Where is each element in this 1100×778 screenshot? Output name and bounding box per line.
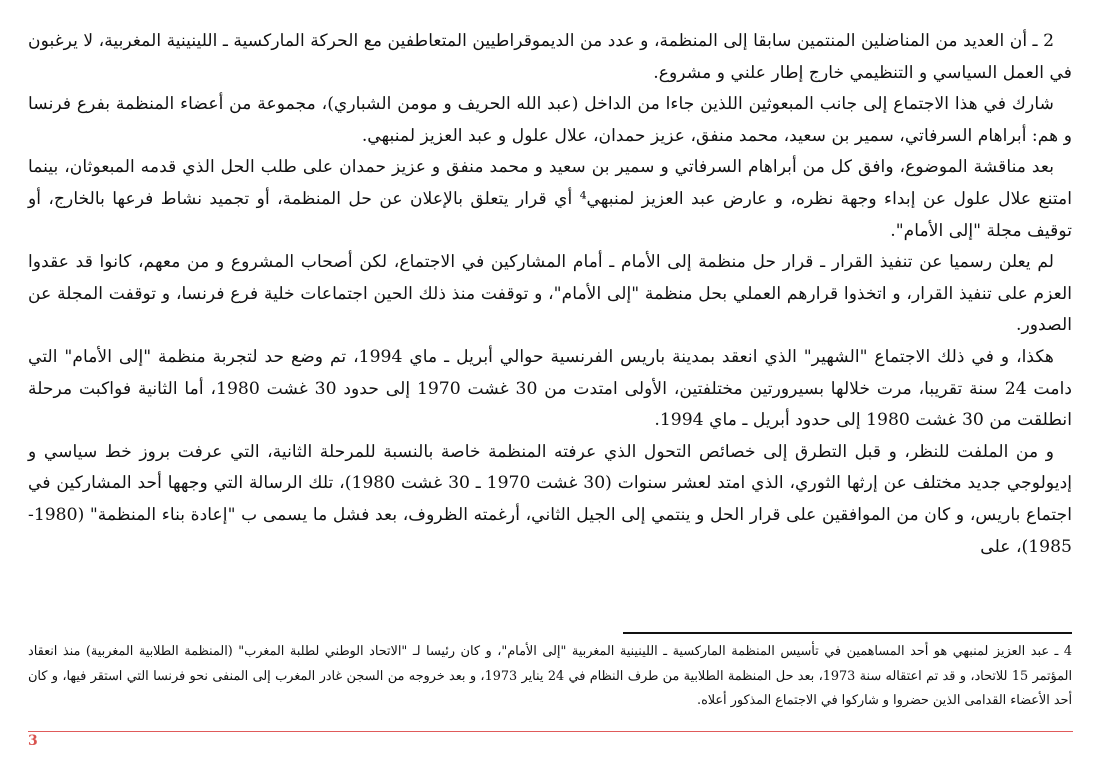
body-text	[28, 26, 1072, 563]
page-number: 3	[28, 733, 38, 749]
paragraph-5: هكذا، و في ذلك الاجتماع "الشهير" الذي انعقد بمدينة باريس الفرنسية حوالي أبريل ـ ماي 1994، تم وضع حد لتجربة منظمة "إلى الأمام" التي دامت 24 سنة تقريبا، مرت خلالها بسيرورتين مختلفتين، الأولى امتدت من 30 غشت 1970 إلى حدود 30 غشت 1980، أما الثانية فواكبت مرحلة انطلقت من 30 غشت 1980 إلى حدود أبريل ـ ماي 1994.	[28, 346, 1072, 431]
paragraph-3: بعد مناقشة الموضوع، وافق كل من أبراهام السرفاتي و سمير بن سعيد و محمد منفق و عزيز حمدان على طلب الحل الذي قدمه المبعوثان، بينما امتنع علال علول عن إبداء وجهة نظره، و عارض عبد العزيز لمنبهي⁴ أي قرار يتعلق بالإعلان عن حل المنظمة، أو تجميد نشاط فرعها بالخارج، أو توقيف مجلة "إلى الأمام".	[28, 157, 1072, 241]
paragraph-4: لم يعلن رسميا عن تنفيذ القرار ـ قرار حل منظمة إلى الأمام ـ أمام المشاركين في الاجتماع، لكن أصحاب المشروع و من معهم، كانوا قد عقدوا العزم على تنفيذ القرار، و اتخذوا قرارهم العملي بحل منظمة "إلى الأمام"، و توقفت منذ ذلك الحين اجتماعات خلية فرع فرنسا، و توقفت المجلة عن الصدور.	[28, 252, 1072, 336]
footnotes	[28, 640, 1072, 714]
page-bottom-rule	[28, 731, 1073, 732]
paragraph-6: و من الملفت للنظر، و قبل التطرق إلى خصائص التحول الذي عرفته المنظمة خاصة بالنسبة للمرحلة الثانية، التي عرفت بروز خط سياسي و إديولوجي جديد مختلف عن إرثها الثوري، الذي امتد لعشر سنوات (30 غشت 1970 ـ 30 غشت 1980)، تلك الرسالة التي وجهها أحد المشاركين في اجتماع باريس، و كان من الموافقين على قرار الحل و ينتمي إلى الجيل الثاني، أرغمته الظروف، بعد فشل ما يسمى ب "إعادة بناء المنظمة" (1980-1985)، على	[28, 441, 1072, 557]
paragraph-1: 2 ـ أن العديد من المناضلين المنتمين سابقا إلى المنظمة، و عدد من الديموقراطيين المتعاطفين مع الحركة الماركسية ـ اللينينية المغربية، لا يرغبون في العمل السياسي و التنظيمي خارج إطار علني و مشروع.	[28, 31, 1072, 83]
footnote-separator	[623, 632, 1072, 634]
footnote-4: 4 ـ عبد العزيز لمنبهي هو أحد المساهمين في تأسيس المنظمة الماركسية ـ اللينينية المغربية "إلى الأمام"، و كان رئيسا لـ "الاتحاد الوطني لطلبة المغرب" (المنظمة الطلابية المغربية) منذ انعقاد المؤتمر 15 للاتحاد، و قد تم اعتقاله سنة 1973، بعد حل المنظمة الطلابية من طرف النظام في 24 يناير 1973، و بعد خروجه من السجن غادر المغرب إلى المنفى نحو فرنسا التي استقر فيها، و كان أحد الأعضاء القدامى الذين حضروا و شاركوا في الاجتماع المذكور أعلاه.	[28, 644, 1072, 708]
paragraph-2: شارك في هذا الاجتماع إلى جانب المبعوثين اللذين جاءا من الداخل (عبد الله الحريف و مومن الشباري)، مجموعة من أعضاء المنظمة بفرع فرنسا و هم: أبراهام السرفاتي، سمير بن سعيد، محمد منفق، عزيز حمدان، علال علول و عبد العزيز لمنبهي.	[28, 94, 1072, 146]
